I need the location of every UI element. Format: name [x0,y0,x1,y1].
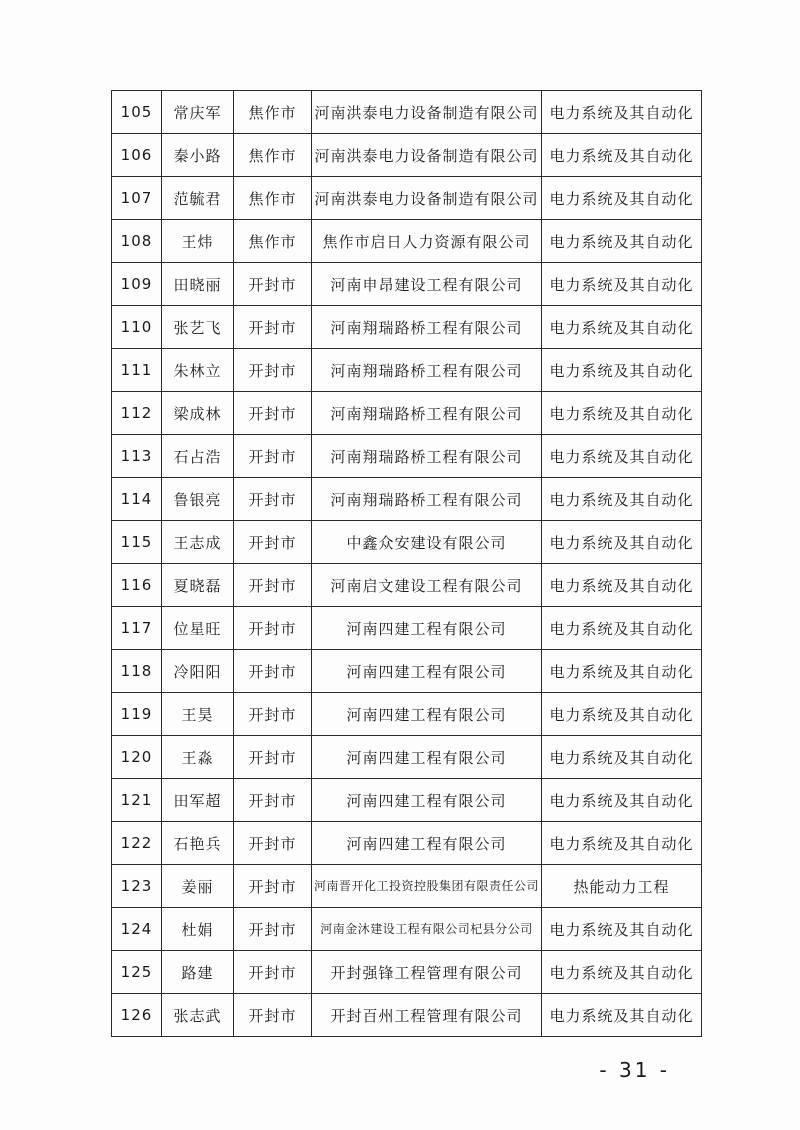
row-company: 河南洪泰电力设备制造有限公司 [312,177,542,220]
row-number: 119 [112,693,162,736]
row-major: 电力系统及其自动化 [542,564,702,607]
row-company: 焦作市启日人力资源有限公司 [312,220,542,263]
table-row [112,263,702,306]
row-company: 河南申昂建设工程有限公司 [312,263,542,306]
row-name: 张艺飞 [162,306,234,349]
row-number: 115 [112,521,162,564]
row-number: 106 [112,134,162,177]
row-major: 电力系统及其自动化 [542,908,702,951]
row-number: 123 [112,865,162,908]
row-city: 开封市 [234,392,312,435]
row-city: 开封市 [234,306,312,349]
row-company: 河南四建工程有限公司 [312,736,542,779]
row-name: 张志武 [162,994,234,1037]
row-company: 河南启文建设工程有限公司 [312,564,542,607]
row-name: 冷阳阳 [162,650,234,693]
row-name: 夏晓磊 [162,564,234,607]
row-city: 开封市 [234,951,312,994]
row-major: 电力系统及其自动化 [542,349,702,392]
page-number: - 31 - [599,1058,670,1082]
row-number: 118 [112,650,162,693]
row-major: 电力系统及其自动化 [542,736,702,779]
row-number: 113 [112,435,162,478]
table-row [112,607,702,650]
table-row [112,736,702,779]
row-company: 河南翔瑞路桥工程有限公司 [312,306,542,349]
table-row [112,349,702,392]
row-company: 河南四建工程有限公司 [312,693,542,736]
row-name: 路建 [162,951,234,994]
table-row [112,994,702,1037]
row-city: 开封市 [234,865,312,908]
table-row [112,392,702,435]
table-row [112,521,702,564]
row-city: 开封市 [234,349,312,392]
row-number: 114 [112,478,162,521]
table-row [112,822,702,865]
row-number: 110 [112,306,162,349]
row-number: 117 [112,607,162,650]
row-major: 电力系统及其自动化 [542,306,702,349]
table-row [112,177,702,220]
row-company: 河南四建工程有限公司 [312,607,542,650]
roster-table [111,90,702,1037]
row-major: 电力系统及其自动化 [542,478,702,521]
row-company: 开封百州工程管理有限公司 [312,994,542,1037]
row-city: 开封市 [234,478,312,521]
row-company: 河南金沐建设工程有限公司杞县分公司 [312,908,542,951]
table-row [112,693,702,736]
row-name: 范毓君 [162,177,234,220]
row-major: 电力系统及其自动化 [542,263,702,306]
row-city: 开封市 [234,822,312,865]
table-row [112,478,702,521]
row-company: 河南翔瑞路桥工程有限公司 [312,435,542,478]
row-city: 开封市 [234,779,312,822]
row-city: 开封市 [234,564,312,607]
roster-body [112,91,702,1037]
row-city: 开封市 [234,736,312,779]
row-number: 108 [112,220,162,263]
row-major: 电力系统及其自动化 [542,91,702,134]
row-major: 电力系统及其自动化 [542,650,702,693]
row-city: 焦作市 [234,91,312,134]
row-major: 电力系统及其自动化 [542,134,702,177]
row-major: 电力系统及其自动化 [542,392,702,435]
row-name: 秦小路 [162,134,234,177]
row-major: 电力系统及其自动化 [542,779,702,822]
row-major: 热能动力工程 [542,865,702,908]
row-name: 杜娟 [162,908,234,951]
row-name: 常庆军 [162,91,234,134]
row-city: 开封市 [234,994,312,1037]
table-row [112,306,702,349]
row-name: 姜丽 [162,865,234,908]
row-number: 116 [112,564,162,607]
row-number: 121 [112,779,162,822]
row-number: 124 [112,908,162,951]
row-number: 109 [112,263,162,306]
row-major: 电力系统及其自动化 [542,435,702,478]
row-name: 位星旺 [162,607,234,650]
row-number: 125 [112,951,162,994]
table-row [112,134,702,177]
table-row [112,435,702,478]
table-row [112,220,702,263]
row-company: 开封强锋工程管理有限公司 [312,951,542,994]
row-company: 河南洪泰电力设备制造有限公司 [312,134,542,177]
row-number: 105 [112,91,162,134]
row-major: 电力系统及其自动化 [542,693,702,736]
row-name: 王昊 [162,693,234,736]
row-name: 王淼 [162,736,234,779]
row-number: 120 [112,736,162,779]
row-city: 开封市 [234,693,312,736]
row-city: 开封市 [234,607,312,650]
table-row [112,91,702,134]
row-company: 河南翔瑞路桥工程有限公司 [312,349,542,392]
row-number: 107 [112,177,162,220]
row-name: 石占浩 [162,435,234,478]
table-row [112,779,702,822]
row-company: 河南四建工程有限公司 [312,822,542,865]
row-name: 田军超 [162,779,234,822]
row-major: 电力系统及其自动化 [542,521,702,564]
row-major: 电力系统及其自动化 [542,822,702,865]
row-number: 111 [112,349,162,392]
row-name: 田晓丽 [162,263,234,306]
table-row [112,908,702,951]
row-city: 焦作市 [234,220,312,263]
row-major: 电力系统及其自动化 [542,607,702,650]
row-company: 河南洪泰电力设备制造有限公司 [312,91,542,134]
row-city: 开封市 [234,908,312,951]
row-major: 电力系统及其自动化 [542,220,702,263]
row-company: 河南四建工程有限公司 [312,650,542,693]
table-row [112,951,702,994]
row-number: 126 [112,994,162,1037]
row-company: 河南翔瑞路桥工程有限公司 [312,392,542,435]
row-major: 电力系统及其自动化 [542,951,702,994]
row-name: 石艳兵 [162,822,234,865]
row-city: 焦作市 [234,177,312,220]
row-company: 河南四建工程有限公司 [312,779,542,822]
row-company: 河南晋开化工投资控股集团有限责任公司 [312,865,542,908]
row-city: 开封市 [234,435,312,478]
row-name: 梁成林 [162,392,234,435]
row-major: 电力系统及其自动化 [542,177,702,220]
row-number: 122 [112,822,162,865]
row-city: 开封市 [234,650,312,693]
row-company: 河南翔瑞路桥工程有限公司 [312,478,542,521]
table-row [112,865,702,908]
row-city: 焦作市 [234,134,312,177]
row-city: 开封市 [234,263,312,306]
row-name: 朱林立 [162,349,234,392]
row-name: 鲁银亮 [162,478,234,521]
row-major: 电力系统及其自动化 [542,994,702,1037]
table-row [112,564,702,607]
row-company: 中鑫众安建设有限公司 [312,521,542,564]
row-name: 王炜 [162,220,234,263]
row-city: 开封市 [234,521,312,564]
table-row [112,650,702,693]
row-number: 112 [112,392,162,435]
row-name: 王志成 [162,521,234,564]
